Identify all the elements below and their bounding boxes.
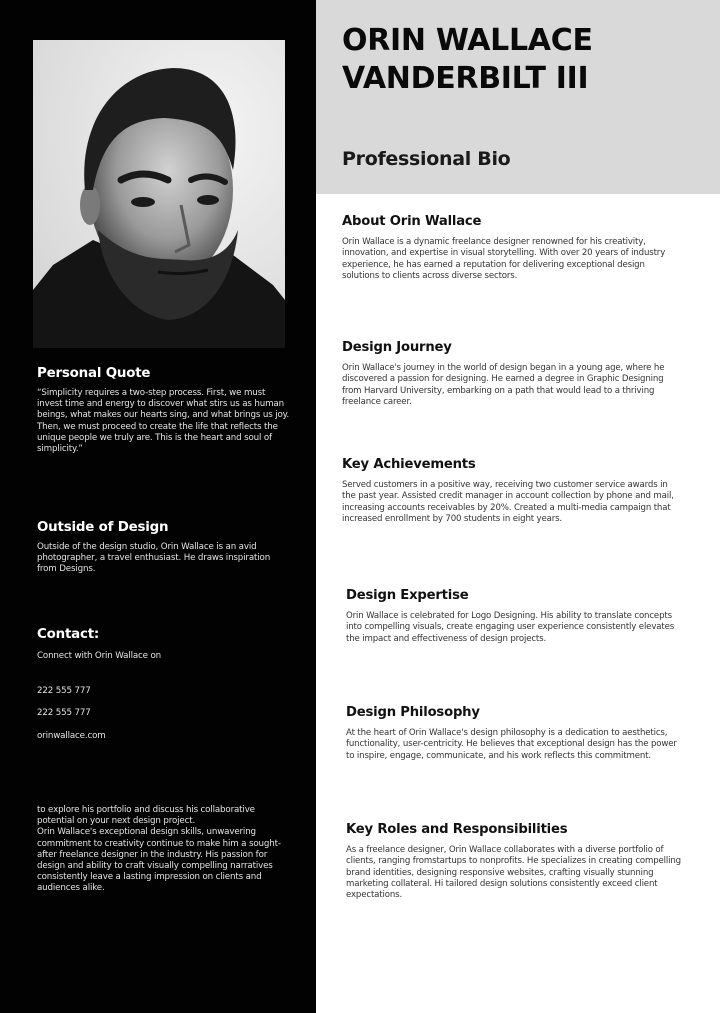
- section-key-roles: [346, 822, 686, 901]
- section-text: Orin Wallace's journey in the world of design began in a young age, where he discovered a passion for designing. He earned a degree in Graphic Designing from Harvard University, embarking on a path that would lead to a thriving freelance career.: [342, 363, 665, 407]
- contact-phone-2[interactable]: 222 555 777: [37, 708, 91, 719]
- contact-website-link[interactable]: orinwallace.com: [37, 730, 106, 741]
- section-text: Orin Wallace is celebrated for Logo Designing. His ability to translate concepts into compelling visuals, create engaging user experience consistently elevates the impact and effectiveness of design projects.: [346, 611, 675, 644]
- personal-quote-heading: Personal Quote: [37, 366, 151, 381]
- outside-design-text: Outside of the design studio, Orin Wallace is an avid photographer, a travel enthusiast. He draws inspiration from Designs.: [37, 542, 271, 575]
- sidebar: [0, 0, 316, 1013]
- section-heading: Key Roles and Responsibilities: [346, 822, 568, 837]
- contact-heading: Contact:: [37, 627, 100, 642]
- section-heading: Design Journey: [342, 340, 452, 355]
- personal-quote-text: “Simplicity requires a two-step process. First, we must invest time and energy to discover what stirs us as human beings, what makes our hearts sing, and what brings us joy. Then, we must proceed to create the life that reflects the unique people we truly are. This is the heart and soul of simplicity.”: [37, 388, 290, 455]
- name-line-2: VANDERBILT III: [342, 61, 589, 96]
- section-heading: Design Expertise: [346, 588, 469, 603]
- header-block: [316, 0, 720, 194]
- section-text: As a freelance designer, Orin Wallace collaborates with a diverse portfolio of clients, ranging fromstartups to nonprofits. He specializes in creating compelling brand identities, designing responsive websites, crafting visually stunning marketing collateral. Hi tailored design solutions consistently exceed client expectations.: [346, 845, 681, 901]
- person-name: [342, 22, 712, 98]
- section-heading: About Orin Wallace: [342, 214, 482, 229]
- section-about: [342, 214, 682, 282]
- section-text: Orin Wallace is a dynamic freelance designer renowned for his creativity, innovation, and expertise in visual storytelling. With over 20 years of industry experience, he has earned a reputation for delivering exceptional design solutions to clients across diverse sectors.: [342, 237, 666, 281]
- section-heading: Key Achievements: [342, 457, 476, 472]
- section-design-philosophy: [346, 705, 686, 762]
- contact-closing: [37, 805, 289, 895]
- section-heading: Design Philosophy: [346, 705, 480, 720]
- section-text: Served customers in a positive way, receiving two customer service awards in the past year. Assisted credit manager in account collection by phone and mail, increasing accounts receivables by 20%. Created a multi-media campaign that increased enrollment by 700 students in eight years.: [342, 480, 674, 524]
- section-design-journey: [342, 340, 682, 408]
- outside-design-heading: Outside of Design: [37, 520, 169, 535]
- portrait-image: [33, 40, 285, 348]
- contact-phone-1[interactable]: 222 555 777: [37, 686, 91, 697]
- profile-photo: [33, 40, 285, 348]
- contact-section: [37, 627, 289, 742]
- contact-closing-text-1: to explore his portfolio and discuss his collaborative potential on your next design project.: [37, 805, 255, 827]
- section-design-expertise: [346, 588, 686, 645]
- page-subtitle: Professional Bio: [342, 148, 511, 170]
- name-line-1: ORIN WALLACE: [342, 23, 593, 58]
- outside-design-section: [37, 520, 289, 576]
- personal-quote-section: [37, 366, 289, 455]
- contact-intro: Connect with Orin Wallace on: [37, 651, 161, 661]
- section-text: At the heart of Orin Wallace's design philosophy is a dedication to aesthetics, functionality, user-centricity. He believes that exceptional design has the power to inspire, engage, communicate, and his work reflects this commitment.: [346, 728, 677, 761]
- contact-closing-text-2: Orin Wallace's exceptional design skills, unwavering commitment to creativity continue to make him a sought-after freelance designer in the industry. His passion for design and ability to craft visually compelling narratives consistently leave a lasting impression on clients and audiences alike.: [37, 827, 281, 894]
- section-key-achievements: [342, 457, 682, 525]
